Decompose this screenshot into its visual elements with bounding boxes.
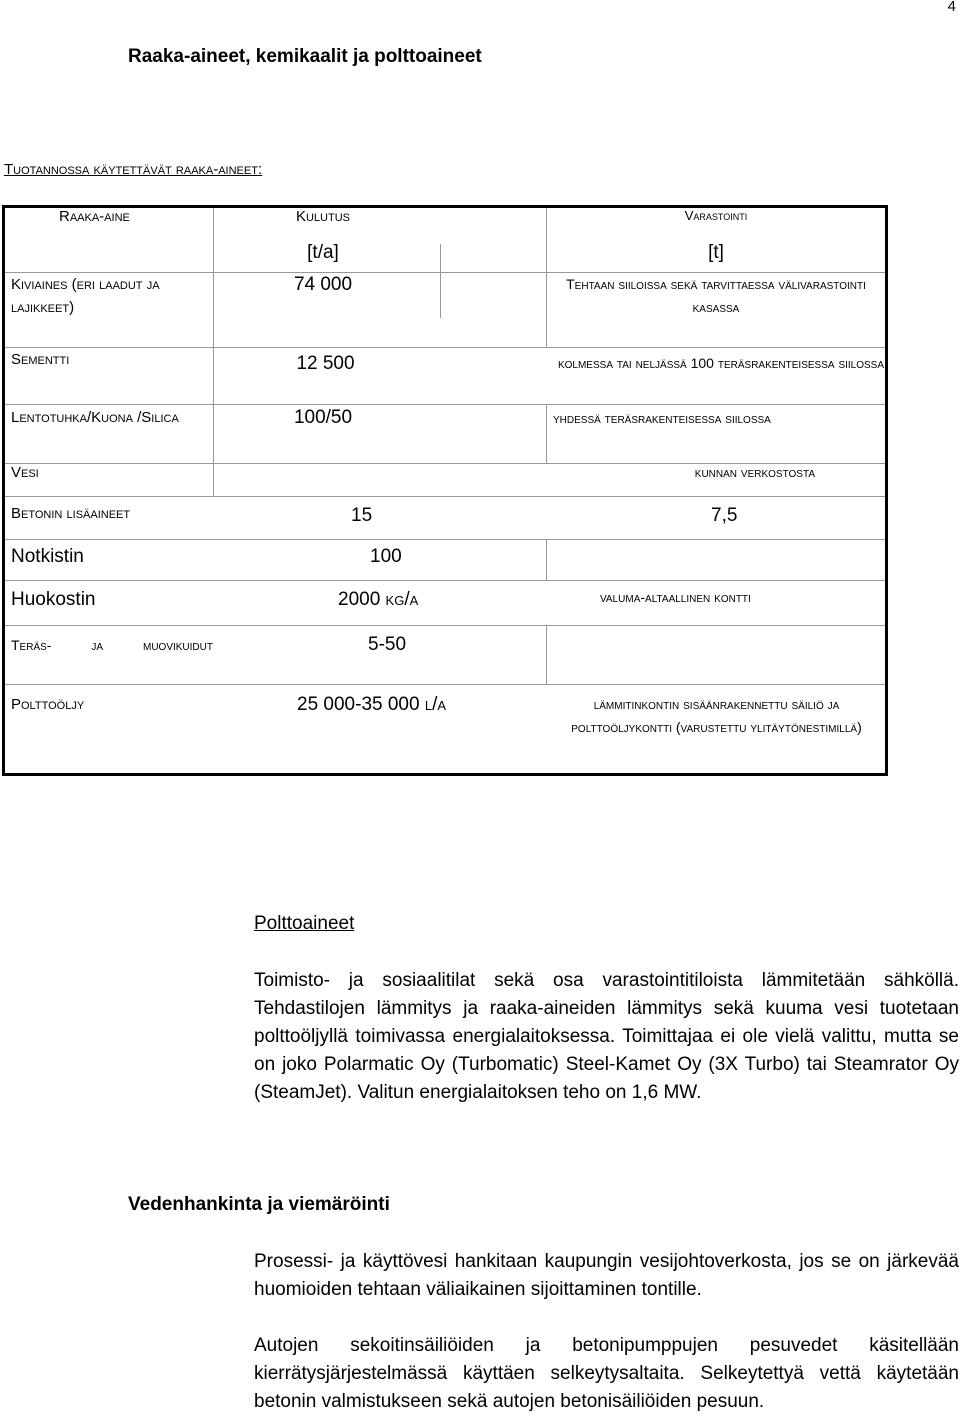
section-title: Raaka-aineet, kemikaalit ja polttoaineet xyxy=(128,46,482,67)
table-row xyxy=(4,497,887,540)
header-material: Raaka-aine xyxy=(4,207,214,243)
table-row xyxy=(4,348,887,405)
table-row xyxy=(4,540,887,581)
row-storage: Tehtaan siiloissa sekä tarvittaessa välivarastointi kasassa xyxy=(547,273,887,348)
row-storage: yhdessä teräsrakenteisessa siilossa xyxy=(547,405,887,464)
table-heading: Tuotannossa käytettävät raaka-aineet: xyxy=(4,161,263,178)
table-row xyxy=(4,685,887,775)
unit-storage: [t] xyxy=(547,242,887,273)
row-consumption: 100/50 xyxy=(214,405,547,464)
row-material: Vesi xyxy=(4,464,214,497)
row-storage: valuma-altaallinen kontti xyxy=(600,589,751,605)
row-material: Betonin lisäaineet xyxy=(11,505,131,522)
raw-materials-table xyxy=(2,205,888,776)
row-material: Notkistin xyxy=(11,546,84,567)
row-storage: lämmitinkontin sisäänrakennettu säiliö ja polttoöljykontti (varustettu ylitäytönestimillä) xyxy=(571,696,862,735)
table-row xyxy=(4,464,887,497)
page-number: 4 xyxy=(947,0,956,15)
header-storage: Varastointi xyxy=(547,207,887,243)
table-row xyxy=(4,273,887,348)
row-storage xyxy=(547,540,887,581)
unit-divider xyxy=(440,244,441,318)
row-storage xyxy=(547,626,887,685)
table-row xyxy=(4,405,887,464)
header-consumption: Kulutus xyxy=(214,207,547,243)
row-consumption: 74 000 xyxy=(214,273,547,348)
vedenhankinta-paragraph-1: Prosessi- ja käyttövesi hankitaan kaupungin vesijohtoverkosta, jos se on järkevää huomioiden tehtaan väliaikainen sijoittaminen tontille. xyxy=(254,1251,959,1300)
row-consumption: 25 000-35 000 l/a xyxy=(297,694,447,715)
vedenhankinta-heading: Vedenhankinta ja viemäröinti xyxy=(128,1194,390,1215)
row-consumption: 2000 kg/a xyxy=(338,589,419,610)
row-material: Kiviaines (eri laadut ja lajikkeet) xyxy=(4,273,214,348)
row-material: Sementti xyxy=(4,348,214,405)
row-material: Teräs- ja muovikuidut xyxy=(11,637,213,653)
row-material: Lentotuhka/Kuona /Silica xyxy=(4,405,214,464)
vedenhankinta-paragraph-2: Autojen sekoitinsäiliöiden ja betonipumppujen pesuvedet käsitellään kierrätysjärjestelmässä käyttäen selkeytysaltaita. Selkeytettyä vettä käytetään betonin valmistukseen sekä autojen betonisäiliöiden pesuun. xyxy=(254,1335,959,1412)
row-storage: kolmessa tai neljässä 100 teräsrakenteisessa siilossa xyxy=(557,355,885,371)
table-header-row xyxy=(4,207,887,243)
unit-consumption: [t/a] xyxy=(214,242,547,273)
row-consumption: 5-50 xyxy=(368,634,407,655)
table-unit-row xyxy=(4,242,887,273)
row-storage: 7,5 xyxy=(711,505,738,526)
row-material: Polttoöljy xyxy=(11,696,85,713)
row-consumption: 15 xyxy=(351,505,373,526)
row-consumption: 100 xyxy=(370,546,402,567)
table-row xyxy=(4,626,887,685)
row-storage: kunnan verkostosta xyxy=(214,464,887,497)
table-row xyxy=(4,581,887,626)
polttoaineet-heading: Polttoaineet xyxy=(254,913,355,934)
polttoaineet-paragraph: Toimisto- ja sosiaalitilat sekä osa varastointitiloista lämmitetään sähköllä. Tehdastilojen lämmitys ja raaka-aineiden lämmitys sekä kuuma vesi tuotetaan polttoöljyllä toimivassa energialaitoksessa. Toimittajaa ei ole vielä valittu, mutta se on joko Polarmatic Oy (Turbomatic) Steel-Kamet Oy (3X Turbo) tai Steamrator Oy (SteamJet). Valitun energialaitoksen teho on 1,6 MW. xyxy=(254,970,959,1103)
row-material: Huokostin xyxy=(11,589,96,610)
row-consumption: 12 500 xyxy=(296,353,355,374)
